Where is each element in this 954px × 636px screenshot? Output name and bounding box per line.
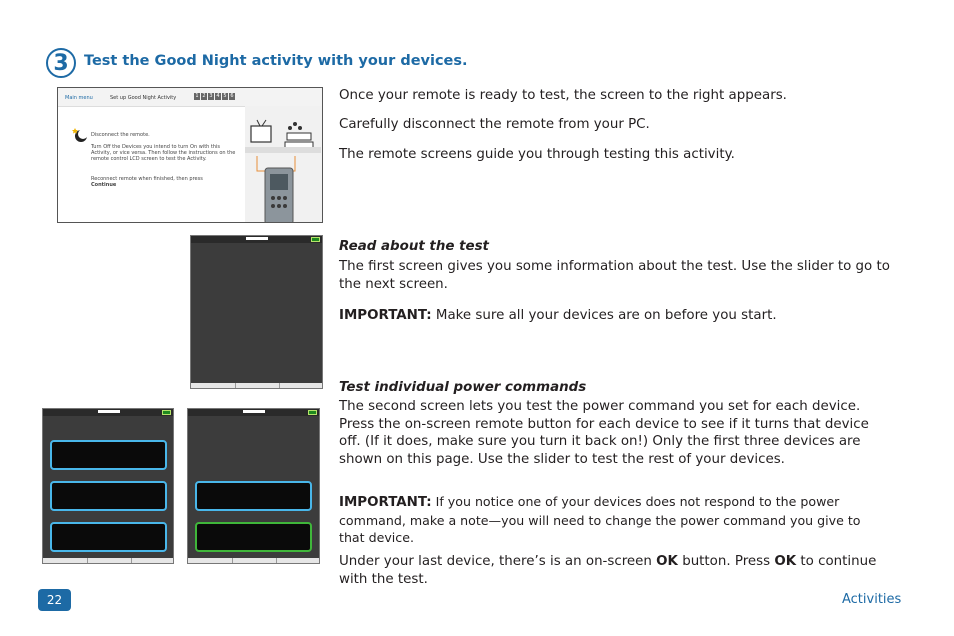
important-text: If you notice one of your devices does not respond to the power command, make a note—you will need to change the power command you give to that device. (339, 494, 861, 545)
screenshot-line-instructions: Turn Off the Devices you intend to turn On with this Activity, or vice versa. Then follow the instructions on the remote control LCD screen to test the Activity. (91, 144, 236, 162)
moon-icon (70, 126, 90, 144)
remote-screen-header (43, 409, 173, 416)
important-label: IMPORTANT: (339, 495, 432, 510)
page-number: 22 (38, 589, 71, 611)
read-test-important (339, 307, 909, 325)
screenshot-reconnect-text: Reconnect remote when finished, then press (91, 176, 203, 182)
section-name: Activities (842, 592, 902, 607)
remote-devices-illustration (245, 106, 323, 223)
read-test-body: The first screen gives you some information about the test. Use the slider to go to the next screen. (339, 259, 890, 292)
remote-screen-footer (43, 558, 173, 563)
remote-screen-info (190, 235, 323, 389)
ok-label: OK (774, 554, 797, 569)
screenshot-continue-label: Continue (91, 182, 117, 188)
power-test-important (339, 493, 884, 547)
step-number-badge: 3 (46, 48, 76, 78)
remote-screen-footer (191, 383, 322, 388)
ok-instruction-text: button. Press (677, 554, 775, 569)
ok-instruction-text: to continue with the test. (339, 554, 877, 587)
step-title: Test the Good Night activity with your devices. (84, 53, 468, 69)
screenshot-illustration-panel (245, 106, 322, 222)
step-box: 3 (209, 93, 213, 99)
step-box: 4 (216, 93, 220, 99)
important-text: Make sure all your devices are on before you start. (431, 308, 777, 323)
important-label: IMPORTANT: (339, 308, 432, 323)
battery-icon (162, 410, 171, 415)
battery-icon (308, 410, 317, 415)
screenshot-topbar (58, 88, 322, 107)
screenshot-line-reconnect (91, 176, 241, 188)
intro-paragraph-3: The remote screens guide you through testing this activity. (339, 147, 735, 162)
device-power-button[interactable] (195, 481, 312, 511)
power-test-ok-instruction (339, 553, 884, 588)
screenshot-line-disconnect: Disconnect the remote. (91, 132, 150, 138)
ok-instruction-text: Under your last device, there’s is an on-screen (339, 554, 657, 569)
battery-icon (311, 237, 320, 242)
screenshot-tab-setup: Set up Good Night Activity (110, 95, 177, 101)
read-test-heading: Read about the test (339, 239, 489, 254)
step-box: 1 (195, 93, 199, 99)
power-test-heading: Test individual power commands (339, 380, 587, 395)
power-test-body: The second screen lets you test the power command you set for each device. Press the on-screen remote button for each device to see if it turns that device off. (If it does, make sure you turn it back on!) Only the first three devices are shown on this page. Use the slider to test the rest of your devices. (339, 399, 869, 467)
intro-paragraph-2: Carefully disconnect the remote from your PC. (339, 117, 650, 132)
screenshot-step-indicator (194, 93, 235, 100)
remote-screen-footer (188, 558, 319, 563)
device-power-button[interactable] (50, 481, 167, 511)
screenshot-tab-main: Main menu (65, 95, 93, 101)
step-box: 5 (223, 93, 227, 99)
remote-screen-header (191, 236, 322, 243)
software-screenshot (57, 87, 323, 223)
step-box: 2 (202, 93, 206, 99)
remote-screen-header (188, 409, 319, 416)
device-power-button[interactable] (50, 440, 167, 470)
ok-button[interactable] (195, 522, 312, 552)
remote-screen-power-test (42, 408, 174, 564)
ok-label: OK (656, 554, 678, 569)
remote-screen-last-device (187, 408, 320, 564)
intro-paragraph-1: Once your remote is ready to test, the screen to the right appears. (339, 88, 787, 103)
step-box: 6 (230, 93, 234, 99)
device-power-button[interactable] (50, 522, 167, 552)
